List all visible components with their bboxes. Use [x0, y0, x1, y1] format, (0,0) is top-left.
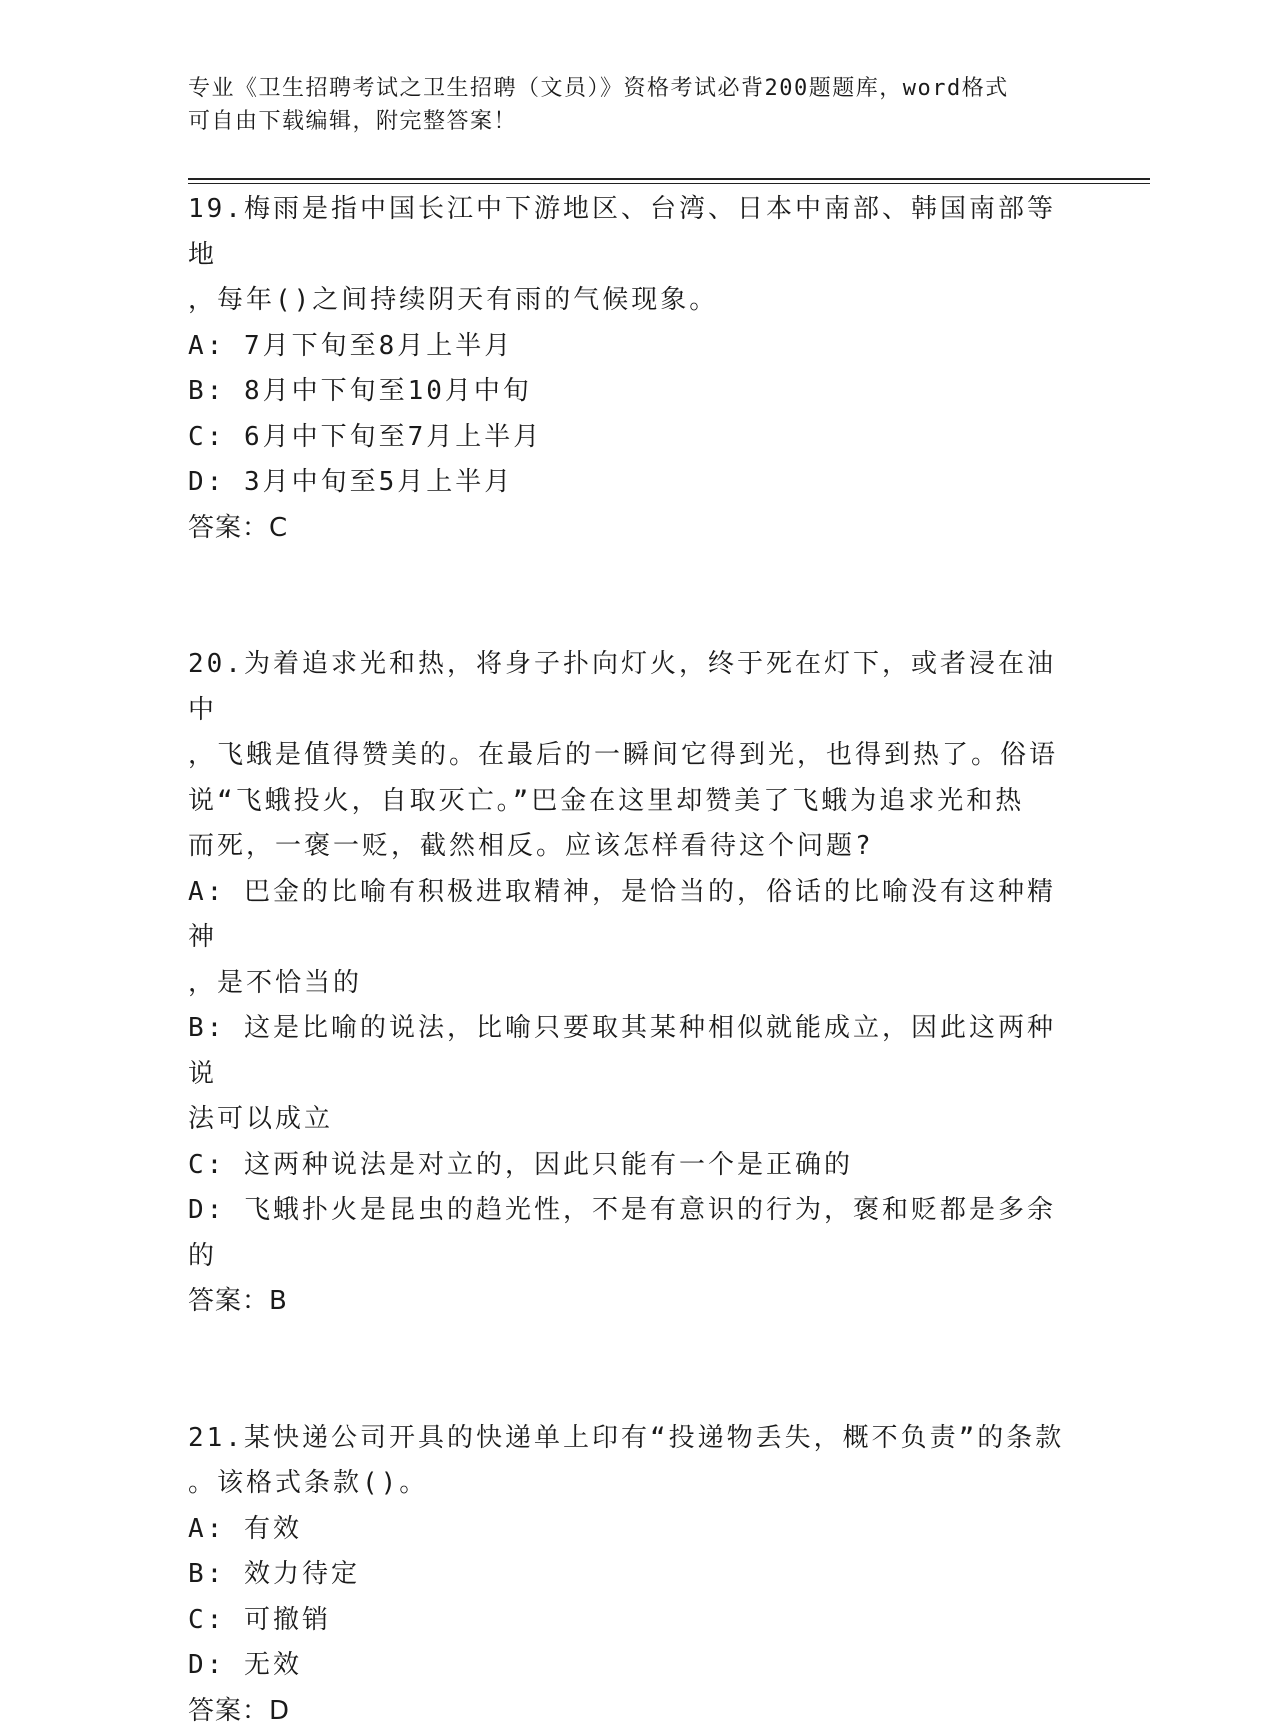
answer-option-line: 法可以成立: [188, 1097, 1068, 1143]
answer-option-line: C: 可撤销: [188, 1598, 1068, 1644]
question-block: [188, 642, 1068, 1325]
answer-option: [188, 1188, 1068, 1279]
answer-option-line: A: 7月下旬至8月上半月: [188, 324, 1068, 370]
question-text-line: 20.为着追求光和热，将身子扑向灯火，终于死在灯下，或者浸在油中: [188, 642, 1068, 733]
answer-option-line: A: 巴金的比喻有积极进取精神，是恰当的，俗话的比喻没有这种精神: [188, 870, 1068, 961]
question-text-line: 。该格式条款()。: [188, 1461, 1068, 1507]
answer-option-line: D: 3月中旬至5月上半月: [188, 460, 1068, 506]
header-divider-thin: [188, 183, 1150, 184]
answer-option: [188, 1006, 1068, 1143]
answer-option-line: C: 6月中下旬至7月上半月: [188, 415, 1068, 461]
answer-option: [188, 1552, 1068, 1598]
answer-option-line: C: 这两种说法是对立的，因此只能有一个是正确的: [188, 1143, 1068, 1189]
question-text-line: 而死，一褒一贬，截然相反。应该怎样看待这个问题?: [188, 824, 1068, 870]
question-text-line: 21.某快递公司开具的快递单上印有“投递物丢失，概不负责”的条款: [188, 1416, 1068, 1462]
question-block: [188, 187, 1068, 551]
header-line-1: 专业《卫生招聘考试之卫生招聘（文员）》资格考试必背200题题库，word格式: [188, 72, 1068, 105]
answer-key: 答案：D: [188, 1689, 1068, 1734]
header-divider-thick: [188, 178, 1150, 180]
answer-option-line: D: 无效: [188, 1643, 1068, 1689]
answer-option: [188, 369, 1068, 415]
answer-option-line: ，是不恰当的: [188, 961, 1068, 1007]
answer-option: [188, 1507, 1068, 1553]
question-text-line: ，飞蛾是值得赞美的。在最后的一瞬间它得到光，也得到热了。俗语: [188, 733, 1068, 779]
answer-option: [188, 460, 1068, 506]
header-line-2: 可自由下载编辑，附完整答案！: [188, 105, 1068, 138]
answer-option-line: B: 这是比喻的说法，比喻只要取其某种相似就能成立，因此这两种说: [188, 1006, 1068, 1097]
question-text-line: 说“飞蛾投火，自取灭亡。”巴金在这里却赞美了飞蛾为追求光和热: [188, 779, 1068, 825]
answer-option-line: A: 有效: [188, 1507, 1068, 1553]
answer-option: [188, 1598, 1068, 1644]
question-list: [188, 187, 1068, 1734]
question-text-line: 19.梅雨是指中国长江中下游地区、台湾、日本中南部、韩国南部等地: [188, 187, 1068, 278]
question-block: [188, 1416, 1068, 1734]
answer-option: [188, 1143, 1068, 1189]
answer-key: 答案：B: [188, 1279, 1068, 1325]
document-header: [188, 72, 1068, 138]
answer-option-line: D: 飞蛾扑火是昆虫的趋光性，不是有意识的行为，褒和贬都是多余的: [188, 1188, 1068, 1279]
question-text-line: ，每年()之间持续阴天有雨的气候现象。: [188, 278, 1068, 324]
answer-option-line: B: 效力待定: [188, 1552, 1068, 1598]
answer-option-line: B: 8月中下旬至10月中旬: [188, 369, 1068, 415]
answer-key: 答案：C: [188, 506, 1068, 552]
answer-option: [188, 870, 1068, 1007]
answer-option: [188, 415, 1068, 461]
answer-option: [188, 324, 1068, 370]
